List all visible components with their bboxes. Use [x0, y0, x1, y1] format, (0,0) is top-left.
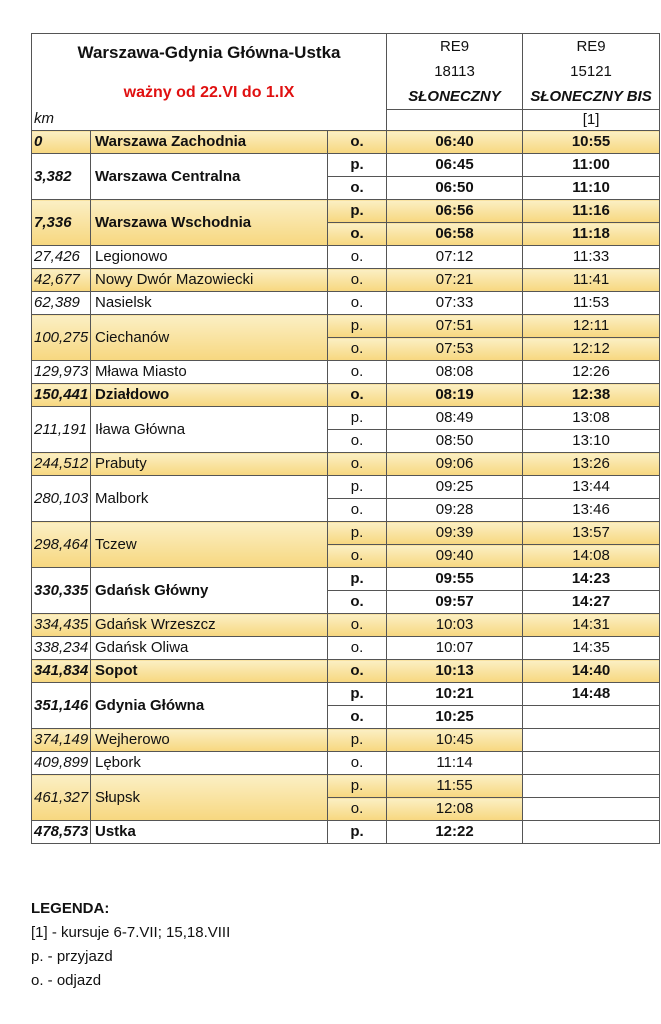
time-train-1: 09:55 — [387, 568, 523, 591]
station-row — [32, 660, 660, 683]
stop-type: o. — [328, 384, 387, 407]
station-row — [32, 292, 660, 315]
train-category-1: RE9 — [387, 34, 523, 60]
time-train-2 — [523, 775, 660, 798]
time-train-2: 13:08 — [523, 407, 660, 430]
time-train-1: 06:50 — [387, 177, 523, 200]
stop-type: p. — [328, 821, 387, 844]
time-train-1: 12:08 — [387, 798, 523, 821]
time-train-2 — [523, 706, 660, 729]
time-train-1: 09:06 — [387, 453, 523, 476]
time-train-2: 14:08 — [523, 545, 660, 568]
stop-type: o. — [328, 361, 387, 384]
station-km: 374,149 — [32, 729, 91, 752]
station-name: Nasielsk — [91, 292, 328, 315]
station-name: Warszawa Zachodnia — [91, 131, 328, 154]
stop-type: p. — [328, 154, 387, 177]
train-number-1: 18113 — [387, 59, 523, 84]
station-km: 330,335 — [32, 568, 91, 614]
time-train-2: 10:55 — [523, 131, 660, 154]
legend-item-note: [1] - kursuje 6-7.VII; 15,18.VIII — [31, 924, 231, 941]
km-label: km — [32, 110, 387, 131]
station-km: 461,327 — [32, 775, 91, 821]
time-train-2: 11:00 — [523, 154, 660, 177]
time-train-1: 08:08 — [387, 361, 523, 384]
time-train-1: 06:56 — [387, 200, 523, 223]
time-train-2: 11:18 — [523, 223, 660, 246]
station-row — [32, 568, 660, 591]
station-row — [32, 384, 660, 407]
station-name: Ustka — [91, 821, 328, 844]
time-train-2: 13:57 — [523, 522, 660, 545]
station-km: 0 — [32, 131, 91, 154]
time-train-1: 06:45 — [387, 154, 523, 177]
station-name: Ciechanów — [91, 315, 328, 361]
time-train-2: 12:12 — [523, 338, 660, 361]
time-train-1: 10:03 — [387, 614, 523, 637]
station-row — [32, 200, 660, 223]
time-train-1: 07:51 — [387, 315, 523, 338]
stop-type: o. — [328, 430, 387, 453]
station-name: Mława Miasto — [91, 361, 328, 384]
station-km: 409,899 — [32, 752, 91, 775]
station-km: 211,191 — [32, 407, 91, 453]
station-km: 150,441 — [32, 384, 91, 407]
station-row — [32, 752, 660, 775]
time-train-2: 13:26 — [523, 453, 660, 476]
time-train-1: 08:19 — [387, 384, 523, 407]
time-train-1: 09:57 — [387, 591, 523, 614]
timetable — [31, 33, 660, 844]
time-train-1: 09:25 — [387, 476, 523, 499]
station-name: Wejherowo — [91, 729, 328, 752]
time-train-2: 11:10 — [523, 177, 660, 200]
time-train-2: 11:33 — [523, 246, 660, 269]
stop-type: p. — [328, 775, 387, 798]
station-name: Warszawa Centralna — [91, 154, 328, 200]
time-train-2: 13:44 — [523, 476, 660, 499]
title-cell — [32, 34, 387, 110]
station-row — [32, 614, 660, 637]
time-train-1: 07:53 — [387, 338, 523, 361]
station-row — [32, 729, 660, 752]
time-train-2: 12:26 — [523, 361, 660, 384]
station-name: Malbork — [91, 476, 328, 522]
stop-type: p. — [328, 476, 387, 499]
station-name: Sopot — [91, 660, 328, 683]
time-train-2: 12:11 — [523, 315, 660, 338]
station-km: 298,464 — [32, 522, 91, 568]
station-name: Gdynia Główna — [91, 683, 328, 729]
station-row — [32, 269, 660, 292]
station-row — [32, 154, 660, 177]
station-name: Warszawa Wschodnia — [91, 200, 328, 246]
stop-type: o. — [328, 453, 387, 476]
station-row — [32, 131, 660, 154]
time-train-1: 11:14 — [387, 752, 523, 775]
stop-type: o. — [328, 545, 387, 568]
time-train-1: 10:45 — [387, 729, 523, 752]
time-train-1: 06:58 — [387, 223, 523, 246]
train-note-1 — [387, 110, 523, 131]
station-km: 7,336 — [32, 200, 91, 246]
time-train-2: 12:38 — [523, 384, 660, 407]
station-km: 244,512 — [32, 453, 91, 476]
time-train-2: 14:31 — [523, 614, 660, 637]
time-train-1: 08:50 — [387, 430, 523, 453]
station-name: Słupsk — [91, 775, 328, 821]
time-train-1: 09:40 — [387, 545, 523, 568]
stop-type: o. — [328, 706, 387, 729]
time-train-2 — [523, 729, 660, 752]
station-km: 62,389 — [32, 292, 91, 315]
time-train-2: 14:23 — [523, 568, 660, 591]
station-row — [32, 775, 660, 798]
station-km: 478,573 — [32, 821, 91, 844]
stop-type: o. — [328, 292, 387, 315]
time-train-2: 14:48 — [523, 683, 660, 706]
stop-type: o. — [328, 637, 387, 660]
time-train-1: 07:21 — [387, 269, 523, 292]
station-row — [32, 246, 660, 269]
stop-type: p. — [328, 315, 387, 338]
station-row — [32, 476, 660, 499]
time-train-1: 07:12 — [387, 246, 523, 269]
legend — [31, 897, 230, 993]
time-train-2: 11:41 — [523, 269, 660, 292]
station-km: 27,426 — [32, 246, 91, 269]
station-name: Prabuty — [91, 453, 328, 476]
stop-type: p. — [328, 200, 387, 223]
station-km: 280,103 — [32, 476, 91, 522]
station-row — [32, 821, 660, 844]
stop-type: o. — [328, 591, 387, 614]
time-train-2: 11:16 — [523, 200, 660, 223]
station-name: Legionowo — [91, 246, 328, 269]
legend-title: LEGENDA: — [31, 900, 110, 917]
time-train-2 — [523, 798, 660, 821]
time-train-1: 07:33 — [387, 292, 523, 315]
time-train-1: 10:13 — [387, 660, 523, 683]
station-row — [32, 453, 660, 476]
station-name: Nowy Dwór Mazowiecki — [91, 269, 328, 292]
time-train-1: 09:39 — [387, 522, 523, 545]
legend-item-arrival: p. - przyjazd — [31, 948, 113, 965]
header-row-category — [32, 34, 660, 60]
time-train-2: 14:35 — [523, 637, 660, 660]
station-row — [32, 683, 660, 706]
stop-type: o. — [328, 798, 387, 821]
time-train-2: 11:53 — [523, 292, 660, 315]
time-train-2: 13:46 — [523, 499, 660, 522]
station-row — [32, 407, 660, 430]
station-km: 42,677 — [32, 269, 91, 292]
stop-type: o. — [328, 338, 387, 361]
station-row — [32, 315, 660, 338]
stop-type: p. — [328, 407, 387, 430]
train-number-2: 15121 — [523, 59, 660, 84]
stop-type: o. — [328, 269, 387, 292]
time-train-1: 10:21 — [387, 683, 523, 706]
train-note-2: [1] — [523, 110, 660, 131]
time-train-1: 10:07 — [387, 637, 523, 660]
time-train-1: 06:40 — [387, 131, 523, 154]
time-train-2: 14:40 — [523, 660, 660, 683]
train-name-2: SŁONECZNY BIS — [523, 84, 660, 110]
stop-type: o. — [328, 660, 387, 683]
time-train-2: 13:10 — [523, 430, 660, 453]
station-km: 129,973 — [32, 361, 91, 384]
station-km: 338,234 — [32, 637, 91, 660]
header-row-notes — [32, 110, 660, 131]
station-row — [32, 637, 660, 660]
stop-type: o. — [328, 223, 387, 246]
station-km: 351,146 — [32, 683, 91, 729]
station-km: 100,275 — [32, 315, 91, 361]
train-name-1: SŁONECZNY — [387, 84, 523, 110]
stop-type: p. — [328, 568, 387, 591]
station-name: Gdańsk Wrzeszcz — [91, 614, 328, 637]
time-train-1: 11:55 — [387, 775, 523, 798]
station-name: Lębork — [91, 752, 328, 775]
station-name: Działdowo — [91, 384, 328, 407]
validity-period: ważny od 22.VI do 1.IX — [123, 83, 295, 101]
station-row — [32, 361, 660, 384]
stop-type: o. — [328, 614, 387, 637]
time-train-1: 10:25 — [387, 706, 523, 729]
station-km: 341,834 — [32, 660, 91, 683]
train-category-2: RE9 — [523, 34, 660, 60]
time-train-1: 09:28 — [387, 499, 523, 522]
stop-type: o. — [328, 752, 387, 775]
stop-type: p. — [328, 522, 387, 545]
time-train-2: 14:27 — [523, 591, 660, 614]
time-train-2 — [523, 752, 660, 775]
stop-type: o. — [328, 177, 387, 200]
time-train-1: 08:49 — [387, 407, 523, 430]
legend-item-departure: o. - odjazd — [31, 972, 102, 989]
station-name: Gdańsk Oliwa — [91, 637, 328, 660]
stop-type: p. — [328, 683, 387, 706]
time-train-1: 12:22 — [387, 821, 523, 844]
route-title: Warszawa-Gdynia Główna-Ustka — [77, 42, 341, 62]
stop-type: o. — [328, 246, 387, 269]
time-train-2 — [523, 821, 660, 844]
station-name: Tczew — [91, 522, 328, 568]
stop-type: o. — [328, 499, 387, 522]
stop-type: p. — [328, 729, 387, 752]
station-name: Iława Główna — [91, 407, 328, 453]
station-row — [32, 522, 660, 545]
station-name: Gdańsk Główny — [91, 568, 328, 614]
station-km: 334,435 — [32, 614, 91, 637]
station-km: 3,382 — [32, 154, 91, 200]
stop-type: o. — [328, 131, 387, 154]
